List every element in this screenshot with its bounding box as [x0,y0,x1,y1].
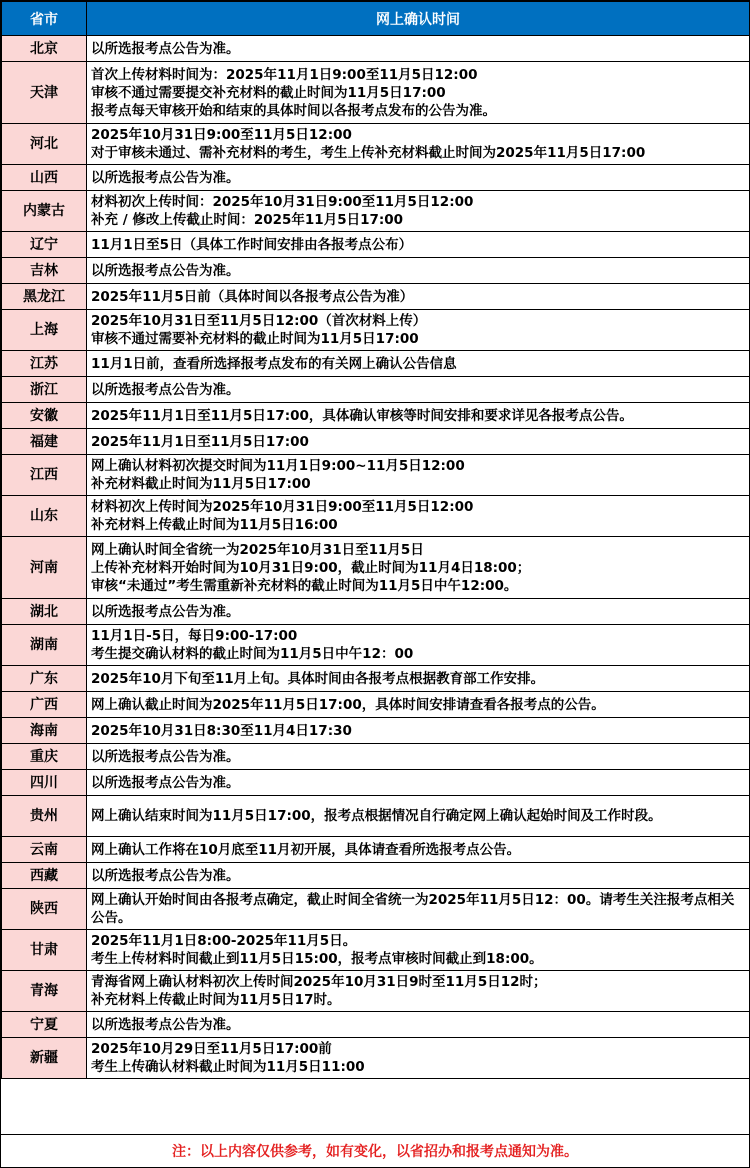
confirmation-info-cell [87,496,750,537]
province-cell: 贵州 [2,796,87,837]
table-row [2,232,750,258]
confirmation-info-cell [87,863,750,889]
table-row [2,1012,750,1038]
table-row [2,62,750,124]
info-line: 材料初次上传时间：2025年10月31日9:00至11月5日12:00 [91,194,474,210]
info-line: 以所选报考点公告为准。 [91,169,240,186]
info-line: 2025年11月5日前（具体时间以各报考点公告为准） [91,288,414,305]
footnote: 注：以上内容仅供参考，如有变化，以省招办和报考点通知为准。 [1,1134,749,1167]
table-body [2,36,750,1079]
info-line: 报考点每天审核开始和结束的具体时间以各报考点发布的公告为准。 [91,102,496,119]
info-line: 补充 / 修改上传截止时间：2025年11月5日17:00 [91,212,404,228]
province-cell: 四川 [2,770,87,796]
info-line: 补充材料上传截止时间为11月5日16:00 [91,517,338,533]
confirmation-time-table [1,1,750,1079]
table-header-row [2,2,750,36]
province-cell: 宁夏 [2,1012,87,1038]
info-line: 考生提交确认材料的截止时间为11月5日中午12：00 [91,646,414,662]
province-cell: 青海 [2,971,87,1012]
province-cell: 河南 [2,537,87,599]
info-line: 以所选报考点公告为准。 [91,1016,240,1033]
province-cell: 海南 [2,718,87,744]
confirmation-info-cell [87,666,750,692]
table-row [2,455,750,496]
table-row [2,718,750,744]
info-line: 上传补充材料开始时间为10月31日9:00，截止时间为11月4日18:00； [91,559,531,576]
info-line: 材料初次上传时间为2025年10月31日9:00至11月5日12:00 [91,499,474,515]
confirmation-info-cell [87,770,750,796]
confirmation-info-cell [87,403,750,429]
province-cell: 西藏 [2,863,87,889]
confirmation-info-cell [87,1038,750,1079]
table-row [2,496,750,537]
info-line: 首次上传材料时间为：2025年11月1日9:00至11月5日12:00 [91,66,478,83]
province-cell: 湖南 [2,625,87,666]
info-line: 以所选报考点公告为准。 [91,381,240,398]
info-line: 2025年10月31日至11月5日12:00（首次材料上传） [91,313,427,329]
province-cell: 吉林 [2,258,87,284]
confirmation-info-cell [87,377,750,403]
info-line: 以所选报考点公告为准。 [91,40,240,57]
confirmation-info-cell [87,1012,750,1038]
confirmation-info-cell [87,310,750,351]
province-cell: 天津 [2,62,87,124]
table-row [2,692,750,718]
info-line: 对于审核未通过、需补充材料的考生，考生上传补充材料截止时间为2025年11月5日17:00 [91,145,646,161]
info-line: 考生上传确认材料截止时间为11月5日11:00 [91,1059,365,1075]
table-row [2,1038,750,1079]
province-cell: 黑龙江 [2,284,87,310]
confirmation-info-cell [87,889,750,930]
table-row [2,258,750,284]
confirmation-info-cell [87,258,750,284]
province-cell: 陕西 [2,889,87,930]
table-row [2,625,750,666]
info-line: 11月1日前，查看所选择报考点发布的有关网上确认公告信息 [91,355,457,372]
confirmation-info-cell [87,537,750,599]
province-cell: 甘肃 [2,930,87,971]
info-line: 2025年10月31日8:30至11月4日17:30 [91,722,352,739]
table-row [2,666,750,692]
province-cell: 河北 [2,124,87,165]
confirmation-info-cell [87,165,750,191]
table-row [2,863,750,889]
table-row [2,770,750,796]
province-cell: 福建 [2,429,87,455]
info-line: 以所选报考点公告为准。 [91,262,240,279]
province-cell: 浙江 [2,377,87,403]
confirmation-info-cell [87,692,750,718]
table-row [2,599,750,625]
table-row [2,124,750,165]
confirmation-info-cell [87,599,750,625]
province-cell: 云南 [2,837,87,863]
info-line: 以所选报考点公告为准。 [91,603,240,620]
province-cell: 湖北 [2,599,87,625]
confirmation-info-cell [87,971,750,1012]
province-cell: 安徽 [2,403,87,429]
confirmation-info-cell [87,796,750,837]
province-cell: 新疆 [2,1038,87,1079]
confirmation-info-cell [87,625,750,666]
confirmation-info-cell [87,124,750,165]
confirmation-info-cell [87,455,750,496]
info-line: 2025年11月1日8:00-2025年11月5日。 [91,933,357,949]
table-row [2,837,750,863]
info-line: 网上确认截止时间为2025年11月5日17:00，具体时间安排请查看各报考点的公告。 [91,696,605,713]
info-line: 审核不通过需要补充材料的截止时间为11月5日17:00 [91,331,419,347]
table-row [2,165,750,191]
confirmation-info-cell [87,284,750,310]
province-cell: 江西 [2,455,87,496]
confirmation-info-cell [87,351,750,377]
info-line: 2025年10月下旬至11月上旬。具体时间由各报考点根据教育部工作安排。 [91,670,545,687]
province-cell: 广西 [2,692,87,718]
province-cell: 辽宁 [2,232,87,258]
info-line: 以所选报考点公告为准。 [91,748,240,765]
province-cell: 上海 [2,310,87,351]
info-line: 2025年11月1日至11月5日17:00 [91,433,309,450]
province-cell: 重庆 [2,744,87,770]
confirmation-info-cell [87,36,750,62]
confirmation-info-cell [87,191,750,232]
confirmation-info-cell [87,62,750,124]
info-line: 以所选报考点公告为准。 [91,867,240,884]
info-line: 11月1日-5日，每日9:00-17:00 [91,628,298,644]
table-row [2,310,750,351]
province-cell: 北京 [2,36,87,62]
province-cell: 山东 [2,496,87,537]
table-row [2,351,750,377]
table-row [2,971,750,1012]
info-line: 2025年10月31日9:00至11月5日12:00 [91,127,352,143]
confirmation-info-cell [87,429,750,455]
info-line: 网上确认开始时间由各报考点确定，截止时间全省统一为2025年11月5日12：00。请考生关注报考点相关公告。 [91,892,735,926]
info-line: 补充材料截止时间为11月5日17:00 [91,476,311,492]
table-row [2,377,750,403]
confirmation-info-cell [87,744,750,770]
table-row [2,537,750,599]
confirmation-info-cell [87,232,750,258]
header-confirmation-time: 网上确认时间 [87,2,750,36]
info-line: 11月1日至5日（具体工作时间安排由各报考点公布） [91,236,413,253]
province-cell: 山西 [2,165,87,191]
confirmation-info-cell [87,837,750,863]
info-line: 网上确认结束时间为11月5日17:00，报考点根据情况自行确定网上确认起始时间及工作时段。 [91,808,662,824]
table-row [2,36,750,62]
confirmation-info-cell [87,718,750,744]
info-line: 补充材料上传截止时间为11月5日17时。 [91,992,341,1008]
info-line: 青海省网上确认材料初次上传时间2025年10月31日9时至11月5日12时； [91,974,547,990]
info-line: 网上确认材料初次提交时间为11月1日9:00~11月5日12:00 [91,458,465,474]
province-cell: 江苏 [2,351,87,377]
info-line: 网上确认时间全省统一为2025年10月31日至11月5日 [91,541,424,558]
table-row [2,191,750,232]
info-line: 2025年11月1日至11月5日17:00，具体确认审核等时间安排和要求详见各报考点公告。 [91,407,633,424]
province-cell: 内蒙古 [2,191,87,232]
confirmation-info-cell [87,930,750,971]
info-line: 网上确认工作将在10月底至11月初开展，具体请查看所选报考点公告。 [91,841,521,858]
table-row [2,930,750,971]
table-row [2,744,750,770]
province-cell: 广东 [2,666,87,692]
table-row [2,889,750,930]
info-line: 考生上传材料时间截止到11月5日15:00，报考点审核时间截止到18:00。 [91,951,543,967]
info-line: 以所选报考点公告为准。 [91,774,240,791]
info-line: 审核不通过需要提交补充材料的截止时间为11月5日17:00 [91,84,446,101]
info-line: 2025年10月29日至11月5日17:00前 [91,1041,332,1057]
header-province: 省市 [2,2,87,36]
table-row [2,403,750,429]
info-line: 审核“未通过”考生需重新补充材料的截止时间为11月5日中午12:00。 [91,577,518,594]
table-row [2,429,750,455]
table-row [2,284,750,310]
table-row [2,796,750,837]
